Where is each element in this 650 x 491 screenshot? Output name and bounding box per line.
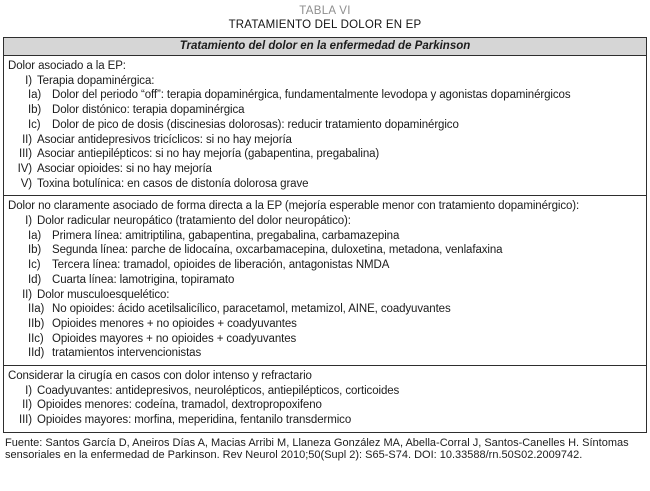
line-text: Dolor no claramente asociado de forma directa a la EP (mejoría esperable menor con tratamiento dopaminérgico): [8,200,580,213]
line-text: Asociar antiepilépticos: si no hay mejoría (gabapentina, pregabalina) [37,148,380,161]
line-text: Segunda línea: parche de lidocaína, oxcarbamacepina, duloxetina, metadona, venlafaxina [52,244,503,257]
table-line [8,243,642,258]
table-header-row: Tratamiento del dolor en la enfermedad de Parkinson [4,38,646,56]
table-line [8,346,642,361]
line-text: Dolor musculoesquelético: [37,288,170,301]
table-line [8,258,642,273]
line-numeral: Ib) [28,244,42,257]
line-text: Cuarta línea: lamotrigina, topiramato [52,273,235,286]
table-line [8,288,642,303]
source-citation: Fuente: Santos García D, Aneiros Días A, Macias Arribi M, Llaneza González MA, Abella-Corral J, Santos-Canelles H. Síntomas sensoriales en la enfermedad de Parkinson. Rev Neurol 2010;50(Supl 2): S65-S74. DOI: 10.33588/rn.50S02.2009742. [5,436,629,462]
line-text: Dolor radicular neuropático (tratamiento del dolor neuropático): [37,215,351,228]
line-numeral: IId) [28,347,45,360]
line-numeral: I) [25,215,32,228]
table-caption [3,5,647,32]
line-numeral: Ic) [28,118,41,131]
line-numeral: II) [22,399,32,412]
line-text: Primera línea: amitriptilina, gabapentina, pregabalina, carbamazepina [52,229,400,242]
line-numeral: IV) [17,162,32,175]
table-line [8,317,642,332]
line-numeral: Ia) [28,229,42,242]
line-numeral: I) [25,74,32,87]
line-numeral: II) [22,133,32,146]
line-numeral: II) [22,288,32,301]
table-section [4,196,646,366]
line-text: Dolor del periodo “off”: terapia dopaminérgica, fundamentalmente levodopa y agonistas dopaminérgicos [52,89,571,102]
line-numeral: IIa) [28,303,45,316]
table-line [8,384,642,399]
table-line [8,214,642,229]
table-line [8,413,642,428]
line-text: Dolor de pico de dosis (discinesias dolorosas): reducir tratamiento dopaminérgico [52,118,459,131]
line-numeral: Ib) [28,104,42,117]
line-numeral: III) [18,148,32,161]
table-section [4,56,646,196]
line-numeral: IIb) [28,317,45,330]
line-text: Opioides menores + no opioides + coadyuvantes [52,317,297,330]
table-line [8,74,642,89]
table-line [8,59,642,74]
table-line [8,229,642,244]
line-text: tratamientos intervencionistas [52,347,202,360]
line-text: Dolor asociado a la EP: [8,60,126,72]
table-body [4,56,646,432]
line-numeral: Ia) [28,89,42,102]
line-numeral: III) [18,414,32,427]
line-numeral: Ic) [28,259,41,272]
line-text: Opioides menores: codeína, tramadol, dextropropoxifeno [37,399,322,412]
table-line [8,273,642,288]
table-line [8,88,642,103]
table-line [8,177,642,192]
table-line [8,103,642,118]
table-line [8,369,642,384]
pain-treatment-table [3,37,647,433]
table-line [8,162,642,177]
table-line [8,133,642,148]
line-numeral: V) [20,177,32,190]
line-numeral: Id) [28,273,42,286]
table-line [8,199,642,214]
line-text: Opioides mayores: morfina, meperidina, fentanilo transdermico [37,414,352,427]
table-title: TRATAMIENTO DEL DOLOR EN EP [228,18,422,31]
table-line [8,332,642,347]
line-text: Toxina botulínica: en casos de distonía dolorosa grave [37,177,309,190]
line-numeral: I) [25,384,32,397]
line-text: Considerar la cirugía en casos con dolor intenso y refractario [8,370,312,383]
table-line [8,147,642,162]
line-text: Opioides mayores + no opioides + coadyuvantes [52,332,297,345]
line-text: Asociar opioides: si no hay mejoría [37,162,212,175]
table-number-label: TABLA VI [299,5,351,17]
line-text: Terapia dopaminérgica: [37,74,155,87]
line-numeral: IIc) [28,332,44,345]
table-line [8,398,642,413]
line-text: Coadyuvantes: antidepresivos, neurolépticos, antiepilépticos, corticoides [37,384,400,397]
line-text: Asociar antidepresivos tricíclicos: si no hay mejoría [37,133,292,146]
table-line [8,302,642,317]
line-text: No opioides: ácido acetilsalicílico, paracetamol, metamizol, AINE, coadyuvantes [52,303,451,316]
line-text: Tercera línea: tramadol, opioides de liberación, antagonistas NMDA [52,259,390,272]
table-section [4,366,646,432]
line-text: Dolor distónico: terapia dopaminérgica [52,104,245,117]
table-line [8,118,642,133]
